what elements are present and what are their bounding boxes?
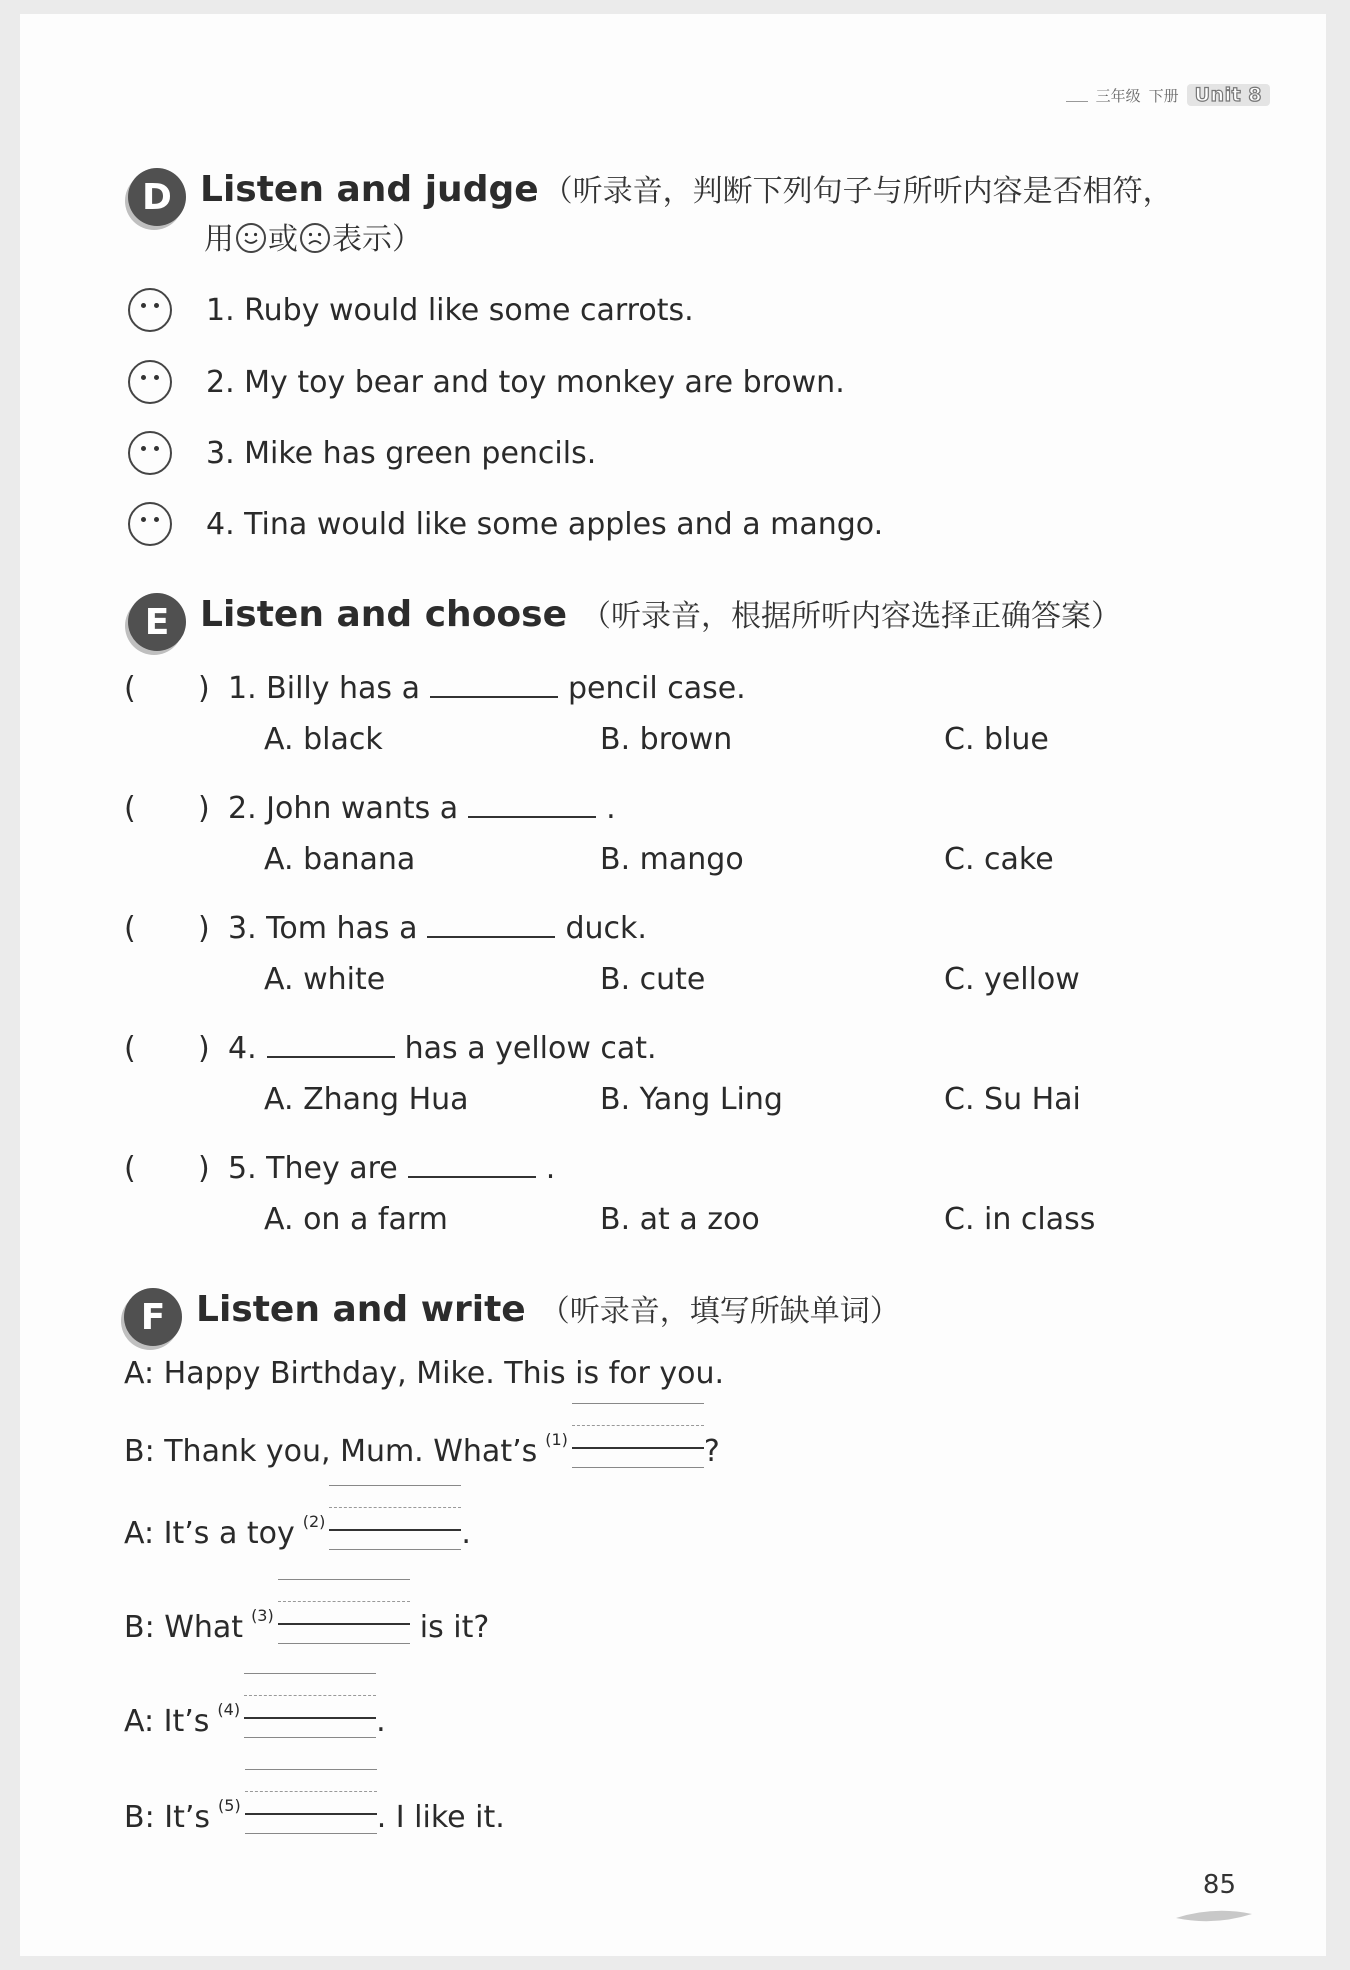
- option-a: A. banana: [264, 842, 416, 877]
- writing-blank[interactable]: [329, 1519, 461, 1543]
- option-c: C. blue: [944, 722, 1049, 757]
- question-text-end: duck.: [565, 911, 647, 946]
- answer-paren-close: ): [198, 671, 210, 706]
- frown-face-icon: [300, 223, 330, 253]
- dialogue-text: A: It’s: [124, 1704, 210, 1739]
- choice-question: [124, 670, 746, 706]
- question-text: 2. John wants a: [228, 791, 459, 826]
- answer-paren-close: ): [198, 911, 210, 946]
- question-text: 1. Billy has a: [228, 671, 420, 706]
- option-a: A. on a farm: [264, 1202, 448, 1237]
- choice-question: [124, 1150, 555, 1186]
- blank-number: (5): [218, 1796, 241, 1815]
- section-e-heading: [128, 585, 1121, 643]
- dialogue-line: [124, 1606, 490, 1645]
- dialogue-text: A: Happy Birthday, Mike. This is for you.: [124, 1356, 725, 1391]
- page-number: 85: [1202, 1870, 1236, 1900]
- option-a: A. Zhang Hua: [264, 1082, 469, 1117]
- instruction-or: 或: [268, 222, 298, 257]
- option-c: C. Su Hai: [944, 1082, 1081, 1117]
- writing-blank[interactable]: [572, 1437, 704, 1461]
- question-text: 4.: [228, 1031, 257, 1066]
- answer-face-icon[interactable]: [128, 288, 172, 332]
- answer-paren-open[interactable]: (: [124, 1151, 136, 1186]
- section-d-title: Listen and judge: [200, 168, 539, 210]
- option-b: B. mango: [600, 842, 744, 877]
- dialogue-text-end: .: [376, 1704, 386, 1739]
- page-number-swoosh-icon: [1174, 1904, 1254, 1924]
- section-d-badge: D: [128, 168, 186, 226]
- header-unit: Unit 8: [1187, 84, 1270, 106]
- smile-face-icon: [236, 223, 266, 253]
- header-rule: [1066, 101, 1088, 102]
- dialogue-line: [124, 1356, 724, 1391]
- instruction-use: 用: [204, 222, 234, 257]
- dialogue-text: B: It’s: [124, 1800, 211, 1835]
- section-e-badge: E: [128, 593, 186, 651]
- judge-item: [128, 360, 845, 404]
- answer-face-icon[interactable]: [128, 502, 172, 546]
- answer-paren-close: ): [198, 1031, 210, 1066]
- answer-blank[interactable]: [267, 1030, 395, 1058]
- dialogue-line: [124, 1700, 386, 1739]
- writing-blank[interactable]: [244, 1707, 376, 1731]
- answer-blank[interactable]: [408, 1150, 536, 1178]
- instruction-show: 表示）: [332, 222, 422, 257]
- answer-paren-close: ): [198, 791, 210, 826]
- answer-face-icon[interactable]: [128, 360, 172, 404]
- judge-text: 2. My toy bear and toy monkey are brown.: [206, 364, 845, 400]
- answer-blank[interactable]: [427, 910, 555, 938]
- option-b: B. brown: [600, 722, 733, 757]
- section-f-title: Listen and write: [196, 1288, 526, 1330]
- section-d-instruction-line2: [204, 214, 422, 258]
- dialogue-text: A: It’s a toy: [124, 1516, 295, 1551]
- header-grade: 三年级: [1095, 87, 1141, 105]
- option-b: B. cute: [600, 962, 706, 997]
- section-f-heading: [124, 1280, 900, 1338]
- section-d-heading: [128, 160, 1173, 218]
- option-a: A. black: [264, 722, 383, 757]
- judge-item: [128, 288, 694, 332]
- answer-paren-open[interactable]: (: [124, 1031, 136, 1066]
- dialogue-text-end: is it?: [419, 1610, 490, 1645]
- question-text-end: .: [545, 1151, 556, 1186]
- question-text: 5. They are: [228, 1151, 398, 1186]
- answer-face-icon[interactable]: [128, 431, 172, 475]
- answer-paren-open[interactable]: (: [124, 911, 136, 946]
- dialogue-line: [124, 1796, 505, 1835]
- question-text-end: .: [606, 791, 616, 826]
- blank-number: (2): [302, 1512, 326, 1531]
- option-c: C. cake: [944, 842, 1054, 877]
- section-f-badge: F: [124, 1288, 182, 1346]
- judge-item: [128, 502, 883, 546]
- judge-item: [128, 431, 596, 475]
- judge-text: 1. Ruby would like some carrots.: [206, 292, 694, 328]
- choice-question: [124, 910, 647, 946]
- dialogue-line: [124, 1430, 720, 1469]
- writing-blank[interactable]: [278, 1613, 410, 1637]
- blank-number: (3): [251, 1606, 274, 1625]
- dialogue-text-end: .: [461, 1516, 471, 1551]
- choice-question: [124, 1030, 657, 1066]
- writing-blank[interactable]: [245, 1803, 377, 1827]
- option-c: C. in class: [944, 1202, 1096, 1237]
- dialogue-line: [124, 1512, 471, 1551]
- section-e-title: Listen and choose: [200, 593, 567, 635]
- dialogue-text: B: Thank you, Mum. What’s: [124, 1434, 538, 1469]
- answer-blank[interactable]: [468, 790, 596, 818]
- option-b: B. at a zoo: [600, 1202, 760, 1237]
- section-f-instruction: （听录音，填写所缺单词）: [539, 1293, 900, 1329]
- question-text-end: has a yellow cat.: [404, 1031, 657, 1066]
- blank-number: (1): [545, 1430, 568, 1449]
- option-b: B. Yang Ling: [600, 1082, 783, 1117]
- option-c: C. yellow: [944, 962, 1080, 997]
- answer-paren-open[interactable]: (: [124, 791, 136, 826]
- judge-text: 4. Tina would like some apples and a mango.: [206, 506, 884, 542]
- question-text: 3. Tom has a: [228, 911, 418, 946]
- choice-question: [124, 790, 616, 826]
- dialogue-text-end: . I like it.: [376, 1800, 505, 1835]
- section-e-instruction: （听录音，根据所听内容选择正确答案）: [581, 598, 1121, 634]
- answer-paren-open[interactable]: (: [124, 671, 136, 706]
- option-a: A. white: [264, 962, 386, 997]
- answer-paren-close: ): [198, 1151, 210, 1186]
- header-term: 下册: [1148, 87, 1179, 105]
- section-d-instruction: （听录音，判断下列句子与所听内容是否相符，: [542, 173, 1173, 209]
- question-text-end: pencil case.: [567, 671, 746, 706]
- dialogue-text: B: What: [124, 1610, 244, 1645]
- page-header: [1066, 84, 1270, 106]
- dialogue-text-end: ?: [703, 1434, 720, 1469]
- answer-blank[interactable]: [430, 670, 558, 698]
- judge-text: 3. Mike has green pencils.: [206, 435, 597, 471]
- blank-number: (4): [217, 1700, 241, 1719]
